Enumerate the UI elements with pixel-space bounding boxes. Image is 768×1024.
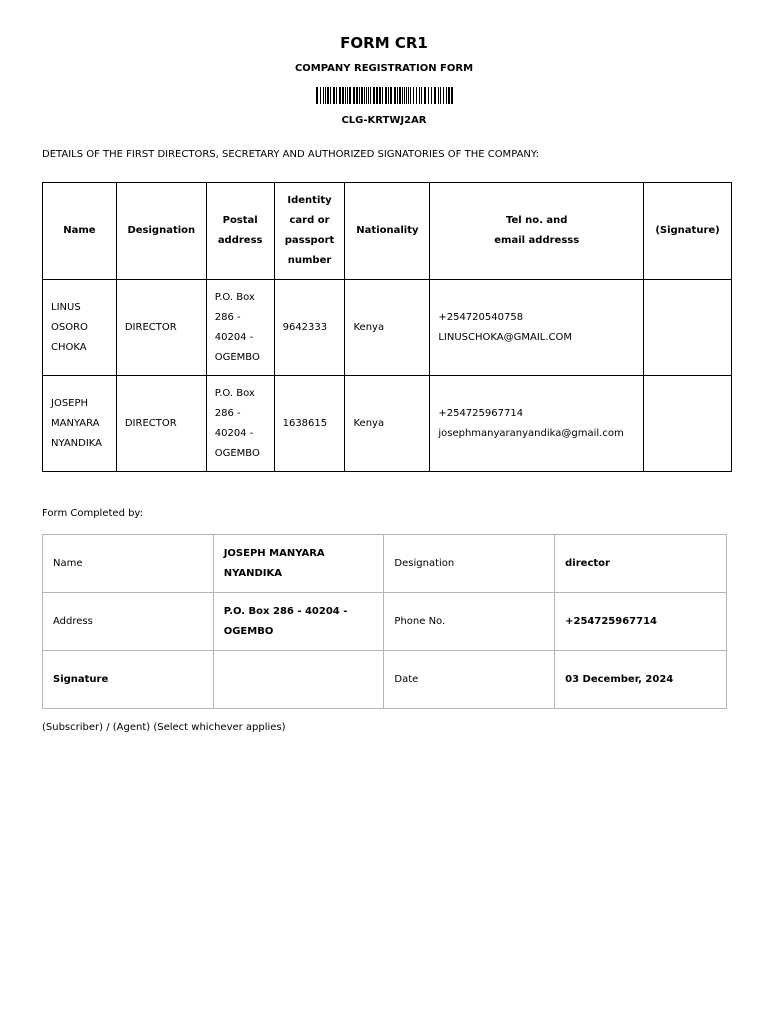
name-label: Name — [43, 535, 214, 593]
barcode-bar — [336, 87, 337, 104]
header-postal-line: Postal — [222, 215, 258, 226]
barcode-bar — [451, 87, 453, 104]
cell-name — [43, 376, 117, 472]
barcode-bar — [339, 87, 341, 104]
barcode-bar — [410, 87, 411, 104]
barcode-bar — [424, 87, 426, 104]
name-value-line: NYANDIKA — [223, 567, 282, 579]
barcode-bar — [333, 87, 335, 104]
postal-line: OGEMBO — [214, 351, 260, 363]
cell-tel-email — [430, 376, 644, 472]
name-line: OSORO — [51, 321, 88, 333]
designation-value: director — [555, 535, 727, 593]
barcode-bar — [402, 87, 403, 104]
header-postal-line: address — [217, 235, 263, 246]
barcode-bar — [370, 87, 371, 104]
header-identity-line: passport — [284, 235, 335, 246]
signature-value — [213, 651, 384, 709]
name-line: MANYARA — [51, 417, 100, 429]
postal-line: 40204 - — [214, 427, 254, 439]
header-identity-line: Identity — [287, 195, 332, 206]
barcode-bar — [404, 87, 405, 104]
date-label: Date — [384, 651, 555, 709]
barcode-bar — [379, 87, 381, 104]
cell-signature — [644, 376, 732, 472]
postal-line: P.O. Box — [214, 291, 255, 303]
form-title: FORM CR1 — [340, 34, 428, 52]
barcode-bar — [330, 87, 331, 104]
phone-label: Phone No. — [384, 593, 555, 651]
barcode-bar — [368, 87, 369, 104]
barcode-bar — [428, 87, 429, 104]
name-line: NYANDIKA — [51, 437, 103, 449]
phone-value: +254725967714 — [555, 593, 727, 651]
form-subtitle: COMPANY REGISTRATION FORM — [294, 63, 474, 74]
header-tel-email — [430, 183, 644, 280]
postal-line: P.O. Box — [214, 387, 255, 399]
barcode-bar — [323, 87, 324, 104]
barcode-bar — [356, 87, 358, 104]
barcode-bar — [320, 87, 321, 104]
barcode-bar — [342, 87, 344, 104]
barcode-bar — [446, 87, 447, 104]
cell-designation: DIRECTOR — [116, 280, 206, 376]
barcode-bar — [397, 87, 398, 104]
table-row — [43, 280, 732, 376]
barcode-bar — [448, 87, 450, 104]
cell-nationality: Kenya — [345, 376, 430, 472]
barcode-bar — [388, 87, 389, 104]
form-completed-label: Form Completed by: — [42, 508, 143, 519]
barcode-bar — [385, 87, 387, 104]
header-tel-line: Tel no. and — [505, 215, 568, 226]
postal-line: 286 - — [214, 311, 241, 323]
header-name: Name — [43, 183, 117, 280]
table-row — [43, 593, 727, 651]
barcode-bar — [364, 87, 365, 104]
signature-label: Signature — [43, 651, 214, 709]
cell-identity: 1638615 — [274, 376, 345, 472]
header-identity — [274, 183, 345, 280]
barcode-bar — [419, 87, 420, 104]
header-postal-address — [206, 183, 274, 280]
barcode-image — [316, 87, 453, 104]
directors-intro: DETAILS OF THE FIRST DIRECTORS, SECRETARY AND AUTHORIZED SIGNATORIES OF THE COMPANY: — [42, 149, 540, 160]
cell-tel-email — [430, 280, 644, 376]
address-value-line: P.O. Box 286 - 40204 - — [223, 605, 348, 617]
header-tel-line: email addresss — [494, 235, 580, 246]
name-value-line: JOSEPH MANYARA — [223, 547, 325, 559]
cell-designation: DIRECTOR — [116, 376, 206, 472]
barcode-bar — [316, 87, 318, 104]
address-value — [213, 593, 384, 651]
registration-code: CLG-KRTWJ2AR — [341, 115, 427, 126]
barcode-bar — [408, 87, 409, 104]
barcode-bar — [349, 87, 351, 104]
barcode-bar — [413, 87, 414, 104]
table-header-row — [43, 183, 732, 280]
table-row — [43, 376, 732, 472]
name-line: JOSEPH — [51, 397, 89, 409]
name-line: LINUS — [51, 301, 81, 313]
barcode-bar — [434, 87, 436, 104]
directors-table — [42, 182, 732, 472]
barcode-bar — [431, 87, 432, 104]
postal-line: 40204 - — [214, 331, 254, 343]
header-nationality: Nationality — [345, 183, 430, 280]
barcode-bar — [325, 87, 326, 104]
barcode-bar — [382, 87, 383, 104]
barcode-bar — [443, 87, 444, 104]
address-value-line: OGEMBO — [223, 625, 274, 637]
header-designation: Designation — [116, 183, 206, 280]
postal-line: OGEMBO — [214, 447, 260, 459]
barcode-bar — [399, 87, 401, 104]
barcode-bar — [373, 87, 375, 104]
barcode-bar — [406, 87, 407, 104]
tel-number: +254725967714 — [438, 407, 524, 419]
barcode-bar — [366, 87, 367, 104]
barcode-bar — [327, 87, 329, 104]
cell-postal-address — [206, 280, 274, 376]
barcode-bar — [421, 87, 422, 104]
subscriber-agent-note: (Subscriber) / (Agent) (Select whichever applies) — [42, 722, 286, 733]
designation-label: Designation — [384, 535, 555, 593]
tel-number: +254720540758 — [438, 311, 524, 323]
email-address: josephmanyaranyandika@gmail.com — [438, 427, 624, 439]
barcode-bar — [416, 87, 417, 104]
barcode-bar — [394, 87, 396, 104]
barcode-bar — [345, 87, 346, 104]
name-value — [213, 535, 384, 593]
barcode-bar — [438, 87, 439, 104]
barcode-bar — [390, 87, 392, 104]
barcode-bar — [347, 87, 348, 104]
completed-by-table — [42, 534, 727, 709]
cell-postal-address — [206, 376, 274, 472]
name-line: CHOKA — [51, 341, 87, 353]
header-identity-line: number — [287, 255, 332, 266]
email-address: LINUSCHOKA@GMAIL.COM — [438, 331, 573, 343]
barcode-bar — [376, 87, 378, 104]
table-row — [43, 535, 727, 593]
cell-name — [43, 280, 117, 376]
cell-signature — [644, 280, 732, 376]
barcode-bar — [440, 87, 441, 104]
table-row — [43, 651, 727, 709]
barcode-bar — [359, 87, 360, 104]
date-value: 03 December, 2024 — [555, 651, 727, 709]
postal-line: 286 - — [214, 407, 241, 419]
header-identity-line: card or — [289, 215, 330, 226]
address-label: Address — [43, 593, 214, 651]
barcode-bar — [353, 87, 355, 104]
header-signature: (Signature) — [644, 183, 732, 280]
cell-nationality: Kenya — [345, 280, 430, 376]
cell-identity: 9642333 — [274, 280, 345, 376]
barcode-bar — [361, 87, 363, 104]
